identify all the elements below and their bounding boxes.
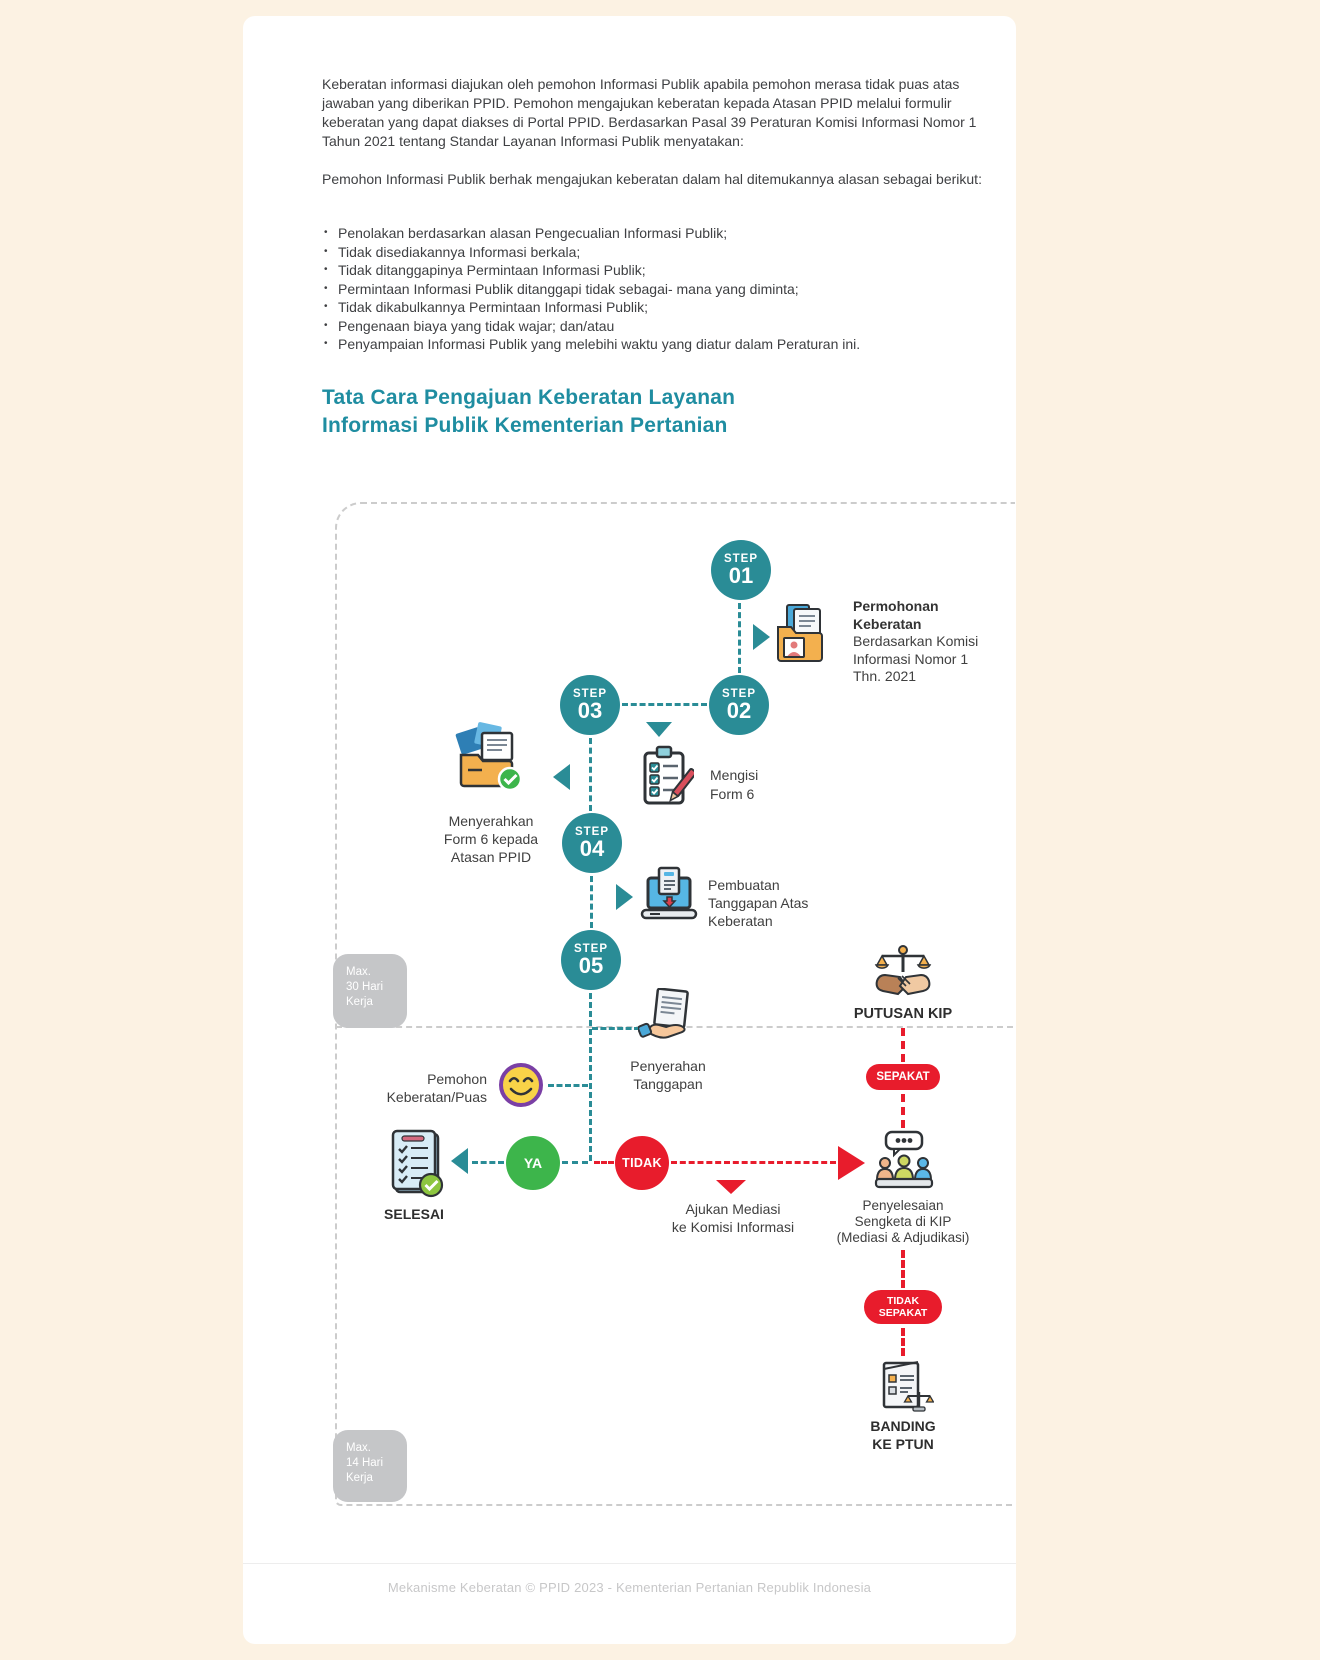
folder-person-icon bbox=[770, 602, 830, 666]
connector-tidak-left bbox=[594, 1161, 614, 1164]
decision-ya-circle: YA bbox=[506, 1136, 560, 1190]
sepakat-badge: SEPAKAT bbox=[866, 1064, 940, 1090]
arrow-left-selesai-icon bbox=[451, 1148, 468, 1174]
connector-handover bbox=[592, 1027, 640, 1030]
arrow-down-form6-icon bbox=[646, 722, 672, 737]
connector-tidaksepakat-banding bbox=[901, 1328, 905, 1356]
footer-divider bbox=[243, 1563, 1016, 1564]
connector-smiley bbox=[548, 1084, 588, 1087]
step-number: 02 bbox=[726, 697, 752, 723]
label-line: Permohonan bbox=[853, 598, 939, 614]
label-line: Penyerahan bbox=[630, 1058, 706, 1074]
step-01-circle bbox=[711, 540, 771, 600]
arrow-right-laptop-icon bbox=[616, 884, 633, 910]
step-number: 04 bbox=[579, 835, 605, 861]
connector-step5-decision bbox=[589, 993, 592, 1161]
step3-label bbox=[416, 812, 566, 866]
label-line: Form 6 bbox=[710, 786, 755, 802]
label-line: Informasi Nomor 1 bbox=[853, 650, 969, 667]
label-line: Pembuatan bbox=[708, 877, 780, 893]
connector-tidak-right bbox=[671, 1161, 836, 1164]
label-line: Mengisi bbox=[710, 767, 759, 783]
clipboard-checklist-icon bbox=[638, 744, 694, 808]
heading-line-2: Informasi Publik Kementerian Pertanian bbox=[322, 414, 728, 437]
label-line: Menyerahkan bbox=[448, 813, 534, 829]
duration-line: Kerja bbox=[346, 996, 373, 1008]
step-03-circle bbox=[560, 675, 620, 735]
section-heading bbox=[322, 384, 882, 440]
connector-sengketa-tidaksepakat bbox=[901, 1250, 905, 1288]
step-number: 03 bbox=[577, 697, 603, 723]
label-line: Ajukan Mediasi bbox=[685, 1201, 781, 1217]
laptop-document-icon bbox=[638, 864, 700, 926]
label-line: Tanggapan Atas bbox=[708, 895, 809, 911]
arrow-right-step1-icon bbox=[753, 624, 770, 650]
banding-ptun-label bbox=[853, 1417, 953, 1453]
badge-line: TIDAK bbox=[886, 1295, 920, 1307]
mediasi-label bbox=[660, 1200, 806, 1236]
hand-document-icon bbox=[638, 988, 696, 1044]
step-02-circle bbox=[709, 675, 769, 735]
duration-line: Max. bbox=[346, 966, 371, 978]
label-line: Atasan PPID bbox=[450, 849, 532, 865]
folder-check-icon bbox=[452, 722, 530, 804]
reason-list bbox=[324, 224, 994, 354]
connector-ya-right bbox=[562, 1161, 588, 1164]
step2-label bbox=[710, 766, 800, 804]
reason-item: • Tidak dikabulkannya Permintaan Informasi Publik; bbox=[324, 298, 994, 317]
step-word: STEP bbox=[721, 687, 757, 700]
connector-step4-step5 bbox=[590, 876, 593, 928]
badge-line: SEPAKAT bbox=[878, 1307, 928, 1319]
arrow-right-sengketa-icon bbox=[838, 1146, 865, 1180]
putusan-kip-label: PUTUSAN KIP bbox=[853, 1006, 953, 1022]
label-line: Tanggapan bbox=[633, 1076, 703, 1092]
arrow-left-folder-icon bbox=[553, 764, 570, 790]
label-line: ke Komisi Informasi bbox=[671, 1219, 795, 1235]
duration-line: Max. bbox=[346, 1442, 371, 1454]
label-line: Pemohon bbox=[427, 1071, 487, 1087]
tidak-sepakat-badge bbox=[864, 1290, 942, 1324]
scales-handshake-icon bbox=[872, 944, 934, 1004]
duration-badge-14-days bbox=[333, 1430, 407, 1502]
label-line: Penyelesaian bbox=[862, 1198, 944, 1213]
step-word: STEP bbox=[572, 687, 608, 700]
step4-label bbox=[708, 876, 838, 930]
label-line: Form 6 kepada bbox=[443, 831, 539, 847]
duration-line: 14 Hari bbox=[346, 1457, 384, 1469]
step1-label bbox=[853, 598, 993, 686]
reason-item: • Pengenaan biaya yang tidak wajar; dan/atau bbox=[324, 317, 994, 336]
footer-text: Mekanisme Keberatan © PPID 2023 - Kementerian Pertanian Republik Indonesia bbox=[387, 1580, 872, 1595]
sengketa-label bbox=[827, 1198, 979, 1246]
checklist-complete-icon bbox=[384, 1126, 446, 1202]
decision-tidak-circle: TIDAK bbox=[615, 1136, 669, 1190]
label-line: Keberatan bbox=[853, 615, 922, 632]
label-line: Thn. 2021 bbox=[853, 668, 917, 684]
step-word: STEP bbox=[573, 942, 609, 955]
heading-line-1: Tata Cara Pengajuan Keberatan Layanan bbox=[322, 386, 736, 409]
reason-item: • Penyampaian Informasi Publik yang melebihi waktu yang diatur dalam Peraturan ini. bbox=[324, 335, 994, 354]
step-word: STEP bbox=[723, 552, 759, 565]
connector-sepakat-sengketa bbox=[901, 1094, 905, 1128]
step-number: 01 bbox=[728, 562, 754, 588]
court-appeal-document-icon bbox=[874, 1354, 934, 1414]
label-line: (Mediasi & Adjudikasi) bbox=[836, 1230, 970, 1245]
arrow-down-mediasi-icon bbox=[716, 1180, 746, 1194]
duration-badge-30-days bbox=[333, 954, 407, 1028]
duration-line: 30 Hari bbox=[346, 981, 384, 993]
lead-paragraph: Pemohon Informasi Publik berhak mengajukan keberatan dalam hal ditemukannya alasan sebagai berikut: bbox=[322, 171, 982, 187]
connector-step2-step3 bbox=[622, 703, 707, 706]
duration-line: Kerja bbox=[346, 1472, 373, 1484]
label-line: BANDING bbox=[870, 1418, 936, 1434]
label-line: Keberatan/Puas bbox=[386, 1089, 487, 1105]
label-line: Berdasarkan Komisi bbox=[853, 633, 979, 649]
selesai-label: SELESAI bbox=[384, 1206, 444, 1222]
step-04-circle bbox=[562, 813, 622, 873]
connector-putusan-sepakat bbox=[901, 1028, 905, 1062]
label-line: KE PTUN bbox=[872, 1436, 934, 1452]
label-line: Keberatan bbox=[708, 913, 773, 929]
pemohon-puas-label bbox=[355, 1070, 487, 1106]
reason-item: • Tidak ditanggapinya Permintaan Informasi Publik; bbox=[324, 261, 994, 280]
reason-item: • Permintaan Informasi Publik ditanggapi tidak sebagai- mana yang diminta; bbox=[324, 280, 994, 299]
step-number: 05 bbox=[578, 952, 604, 978]
smiley-face-icon bbox=[497, 1060, 545, 1110]
connector-step3-step4 bbox=[589, 738, 592, 811]
mediation-meeting-icon bbox=[872, 1130, 936, 1192]
connector-step1-step2 bbox=[738, 603, 741, 673]
step-word: STEP bbox=[574, 825, 610, 838]
intro-paragraph: Keberatan informasi diajukan oleh pemohon Informasi Publik apabila pemohon merasa tidak puas atas jawaban yang diberikan PPID. Pemohon mengajukan keberatan kepada Atasan PPID melalui formulir keberatan yang dapat diakses di Portal PPID. Berdasarkan Pasal 39 Peraturan Komisi Informasi Nomor 1 Tahun 2021 tentang Standar Layanan Informasi Publik menyatakan: bbox=[322, 76, 977, 149]
reason-item: • Penolakan berdasarkan alasan Pengecualian Informasi Publik; bbox=[324, 224, 994, 243]
label-line: Sengketa di KIP bbox=[854, 1214, 952, 1229]
step5-label bbox=[608, 1057, 728, 1093]
reason-item: • Tidak disediakannya Informasi berkala; bbox=[324, 243, 994, 262]
connector-ya-left bbox=[472, 1161, 504, 1164]
step-05-circle bbox=[561, 930, 621, 990]
